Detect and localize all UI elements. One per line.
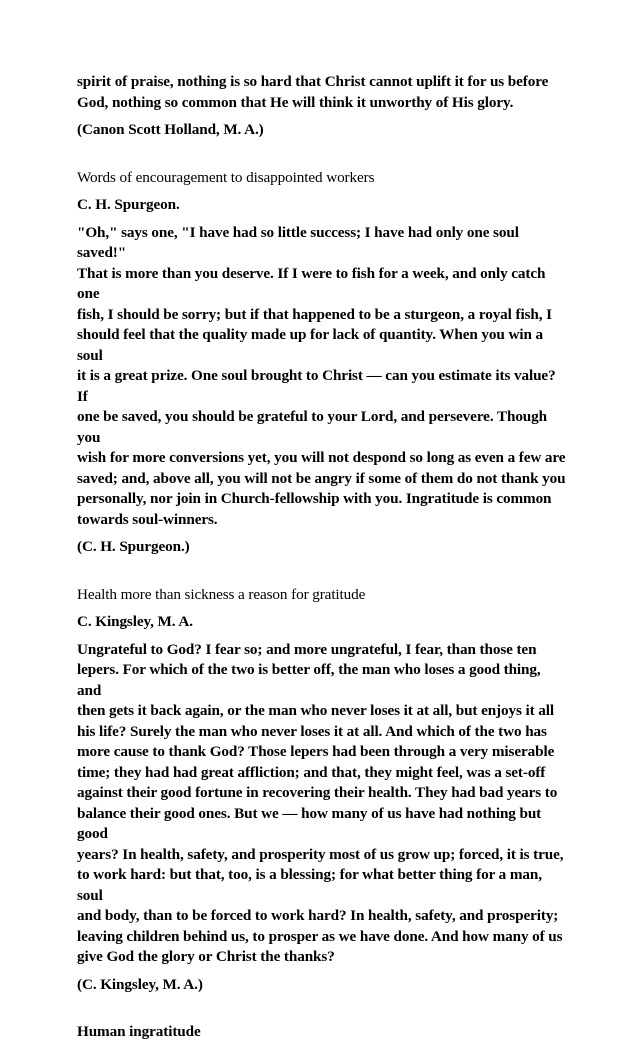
body-line: leaving children behind us, to prosper as we have done. And how many of us bbox=[77, 927, 563, 945]
body-line: personally, nor join in Church-fellowship with you. Ingratitude is common bbox=[77, 490, 552, 507]
body-line: and body, than to be forced to work hard? In health, safety, and prosperity; bbox=[77, 907, 559, 924]
body-line: time; they had had great affliction; and that, they might feel, was a set-off bbox=[77, 763, 546, 781]
body-line: give God the glory or Christ the thanks? bbox=[77, 948, 335, 965]
section-heading: Health more than sickness a reason for gratitude bbox=[77, 585, 366, 603]
body-line: towards soul-winners. bbox=[77, 510, 218, 528]
body-line: wish for more conversions yet, you will not despond so long as even a few are bbox=[77, 449, 566, 466]
body-line: his life? Surely the man who never loses it at all. And which of the two has bbox=[77, 722, 547, 740]
body-line: more cause to thank God? Those lepers had been through a very miserable bbox=[77, 743, 555, 760]
section-heading: Words of encouragement to disappointed workers bbox=[77, 168, 375, 186]
citation: (C. Kingsley, M. A.) bbox=[77, 975, 203, 993]
body-line: Ungrateful to God? I fear so; and more ungrateful, I fear, than those ten bbox=[77, 640, 537, 658]
section-author: C. H. Spurgeon. bbox=[77, 196, 180, 213]
body-line: fish, I should be sorry; but if that happened to be a sturgeon, a royal fish, I bbox=[77, 305, 552, 323]
body-paragraph bbox=[77, 72, 567, 113]
body-line: one be saved, you should be grateful to your Lord, and persevere. Though you bbox=[77, 408, 547, 446]
section-heading: Human ingratitude bbox=[77, 1023, 201, 1040]
page-content bbox=[77, 72, 567, 1043]
citation: (Canon Scott Holland, M. A.) bbox=[77, 121, 264, 138]
body-line: God, nothing so common that He will think it unworthy of His glory. bbox=[77, 93, 514, 111]
body-line: it is a great prize. One soul brought to Christ — can you estimate its value? If bbox=[77, 367, 556, 405]
section-continuation bbox=[77, 72, 567, 141]
body-line: "Oh," says one, "I have had so little success; I have had only one soul saved!" bbox=[77, 223, 519, 261]
body-line: spirit of praise, nothing is so hard that Christ cannot uplift it for us before bbox=[77, 73, 549, 90]
body-line: That is more than you deserve. If I were to fish for a week, and only catch one bbox=[77, 264, 546, 302]
citation: (C. H. Spurgeon.) bbox=[77, 538, 190, 555]
body-line: against their good fortune in recovering their health. They had bad years to bbox=[77, 784, 558, 801]
body-line: years? In health, safety, and prosperity most of us grow up; forced, it is true, bbox=[77, 845, 564, 863]
section-author: C. Kingsley, M. A. bbox=[77, 613, 193, 630]
section-human-ingratitude bbox=[77, 1022, 567, 1043]
body-line: to work hard: but that, too, is a blessing; for what better thing for a man, soul bbox=[77, 866, 542, 904]
body-paragraph bbox=[77, 223, 567, 531]
body-line: balance their good ones. But we — how many of us have had nothing but good bbox=[77, 804, 542, 842]
body-line: then gets it back again, or the man who never loses it at all, but enjoys it all bbox=[77, 702, 555, 719]
body-line: should feel that the quality made up for lack of quantity. When you win a soul bbox=[77, 326, 543, 364]
body-line: saved; and, above all, you will not be angry if some of them do not thank you bbox=[77, 469, 566, 487]
body-paragraph bbox=[77, 640, 567, 968]
body-line: lepers. For which of the two is better off, the man who loses a good thing, and bbox=[77, 661, 541, 699]
section-kingsley bbox=[77, 585, 567, 996]
section-spurgeon bbox=[77, 168, 567, 558]
